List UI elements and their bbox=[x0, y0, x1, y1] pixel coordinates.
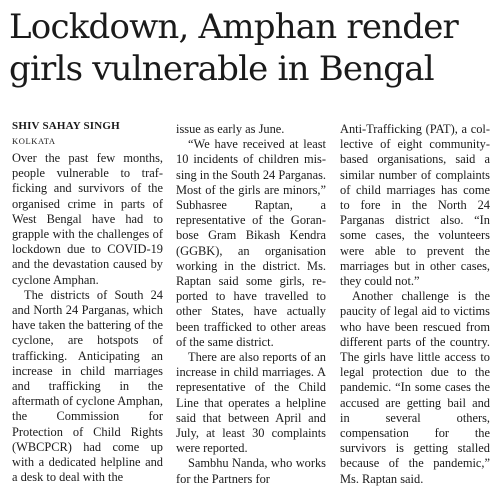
headline-line-2: girls vulnerable in Bengal bbox=[9, 49, 434, 89]
headline-line-1: Lockdown, Amphan render bbox=[9, 7, 458, 47]
dateline-location: KOLKATA bbox=[12, 136, 56, 146]
article-column-3 bbox=[340, 122, 490, 487]
paragraph: There are also reports of an increase in child marriages. A representative of the Child Line that operates a helpline said that between April and July, at least 30 complaints were reported. bbox=[176, 350, 326, 456]
paragraph: Anti-Trafficking (PAT), a collective of eight community-based organisations, said a similar number of complaints of child marriages has come to fore in the North 24 Parganas district also. “In some cases, the volunteers were able to prevent the marriages but in other cases, they could not.” bbox=[340, 122, 490, 289]
byline: SHIV SAHAY SINGH bbox=[12, 120, 120, 132]
paragraph: The districts of South 24 and North 24 Parganas, which have taken the battering of the cyclone, are hotspots of trafficking. Anticipating an increase in child marriages and trafficking in the aftermath of cyclone Amphan, the Commission for Protection of Child Rights (WBCPCR) had come up with a dedicated helpline and a desk to deal with the bbox=[12, 287, 163, 485]
article-column-1 bbox=[12, 151, 163, 485]
paragraph: Sambhu Nanda, who works for the Partners for bbox=[176, 456, 326, 486]
paragraph: “We have received at least 10 incidents of children missing in the South 24 Parganas. Most of the girls are minors,” Subhasree Raptan, a representative of the Goranbose Gram Bikash Kendra (GGBK), an organisation working in the district. Ms. Raptan said some girls, reported to have travelled to other States, have actually been trafficked to other areas of the same district. bbox=[176, 137, 326, 349]
article-column-2 bbox=[176, 122, 326, 487]
paragraph: Another challenge is the paucity of legal aid to victims who have been rescued from different parts of the country. The girls have little access to legal protection due to the pandemic. “In some cases the accused are getting bail and in several others, compensation for the survivors is getting stalled because of the pandemic,” Ms. Raptan said. bbox=[340, 289, 490, 486]
paragraph: issue as early as June. bbox=[176, 122, 285, 136]
paragraph: Over the past few months, people vulnerable to trafficking and survivors of the organised crime in parts of West Bengal have had to grapple with the challenges of lockdown due to COVID-19 and the devastation caused by cyclone Amphan. bbox=[12, 151, 163, 287]
headline bbox=[9, 6, 499, 90]
